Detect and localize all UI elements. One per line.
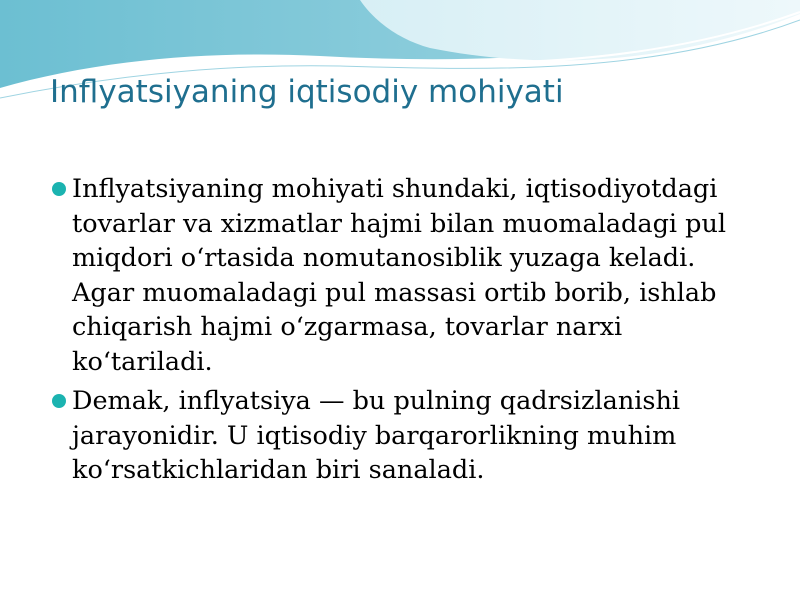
bullet-item bbox=[50, 384, 760, 488]
bullet-dot-icon bbox=[52, 394, 66, 408]
slide-title: Inflyatsiyaning iqtisodiy mohiyati bbox=[50, 74, 564, 110]
bullet-dot-icon bbox=[52, 182, 66, 196]
bullet-text: Demak, inflyatsiya — bu pulning qadrsizlanishi jarayonidir. U iqtisodiy barqarorlikning muhim ko‘rsatkichlaridan biri sanaladi. bbox=[72, 386, 681, 485]
bullet-list bbox=[50, 172, 760, 493]
bullet-item bbox=[50, 172, 760, 379]
bullet-text: Inflyatsiyaning mohiyati shundaki, iqtisodiyotdagi tovarlar va xizmatlar hajmi bilan muomaladagi pul miqdori o‘rtasida nomutanosiblik yuzaga keladi. Agar muomaladagi pul massasi ortib borib, ishlab chiqarish hajmi o‘zgarmasa, tovarlar narxi ko‘tariladi. bbox=[72, 174, 727, 377]
